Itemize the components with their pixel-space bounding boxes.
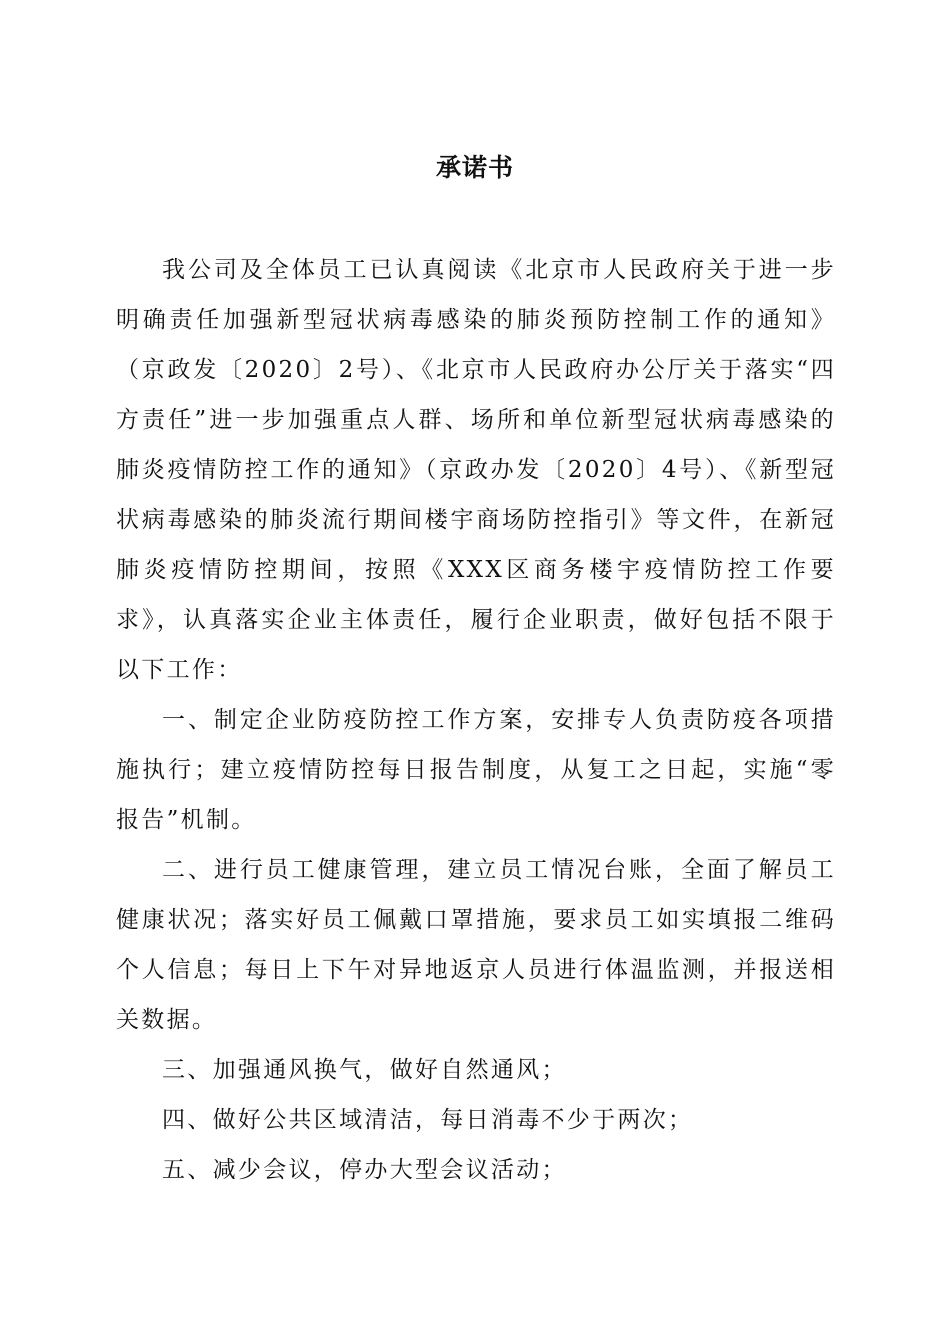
commitment-item-2: 二、进行员工健康管理，建立员工情况台账，全面了解员工健康状况；落实好员工佩戴口罩措施，要求员工如实填报二维码个人信息；每日上下午对异地返京人员进行体温监测，并报送相关数据。 xyxy=(116,857,836,1033)
commitment-item-1: 一、制定企业防疫防控工作方案，安排专人负责防疫各项措施执行；建立疫情防控每日报告制度，从复工之日起，实施“零报告”机制。 xyxy=(116,707,836,833)
intro-paragraph: 我公司及全体员工已认真阅读《北京市人民政府关于进一步明确责任加强新型冠状病毒感染的肺炎预防控制工作的通知》（京政发〔2020〕2号）、《北京市人民政府办公厅关于落实“四方责任”进一步加强重点人群、场所和单位新型冠状病毒感染的肺炎疫情防控工作的通知》（京政办发〔2020〕4号）、《新型冠状病毒感染的肺炎流行期间楼宇商场防控指引》等文件，在新冠肺炎疫情防控期间，按照《XXX区商务楼宇疫情防控工作要求》，认真落实企业主体责任，履行企业职责，做好包括不限于以下工作： xyxy=(116,257,836,683)
commitment-item-4: 四、做好公共区域清洁，每日消毒不少于两次； xyxy=(162,1107,694,1133)
document-body xyxy=(116,245,836,1195)
commitment-item-3: 三、加强通风换气，做好自然通风； xyxy=(162,1057,567,1083)
commitment-item-5: 五、减少会议，停办大型会议活动； xyxy=(162,1157,567,1183)
document-title: 承诺书 xyxy=(435,153,514,182)
